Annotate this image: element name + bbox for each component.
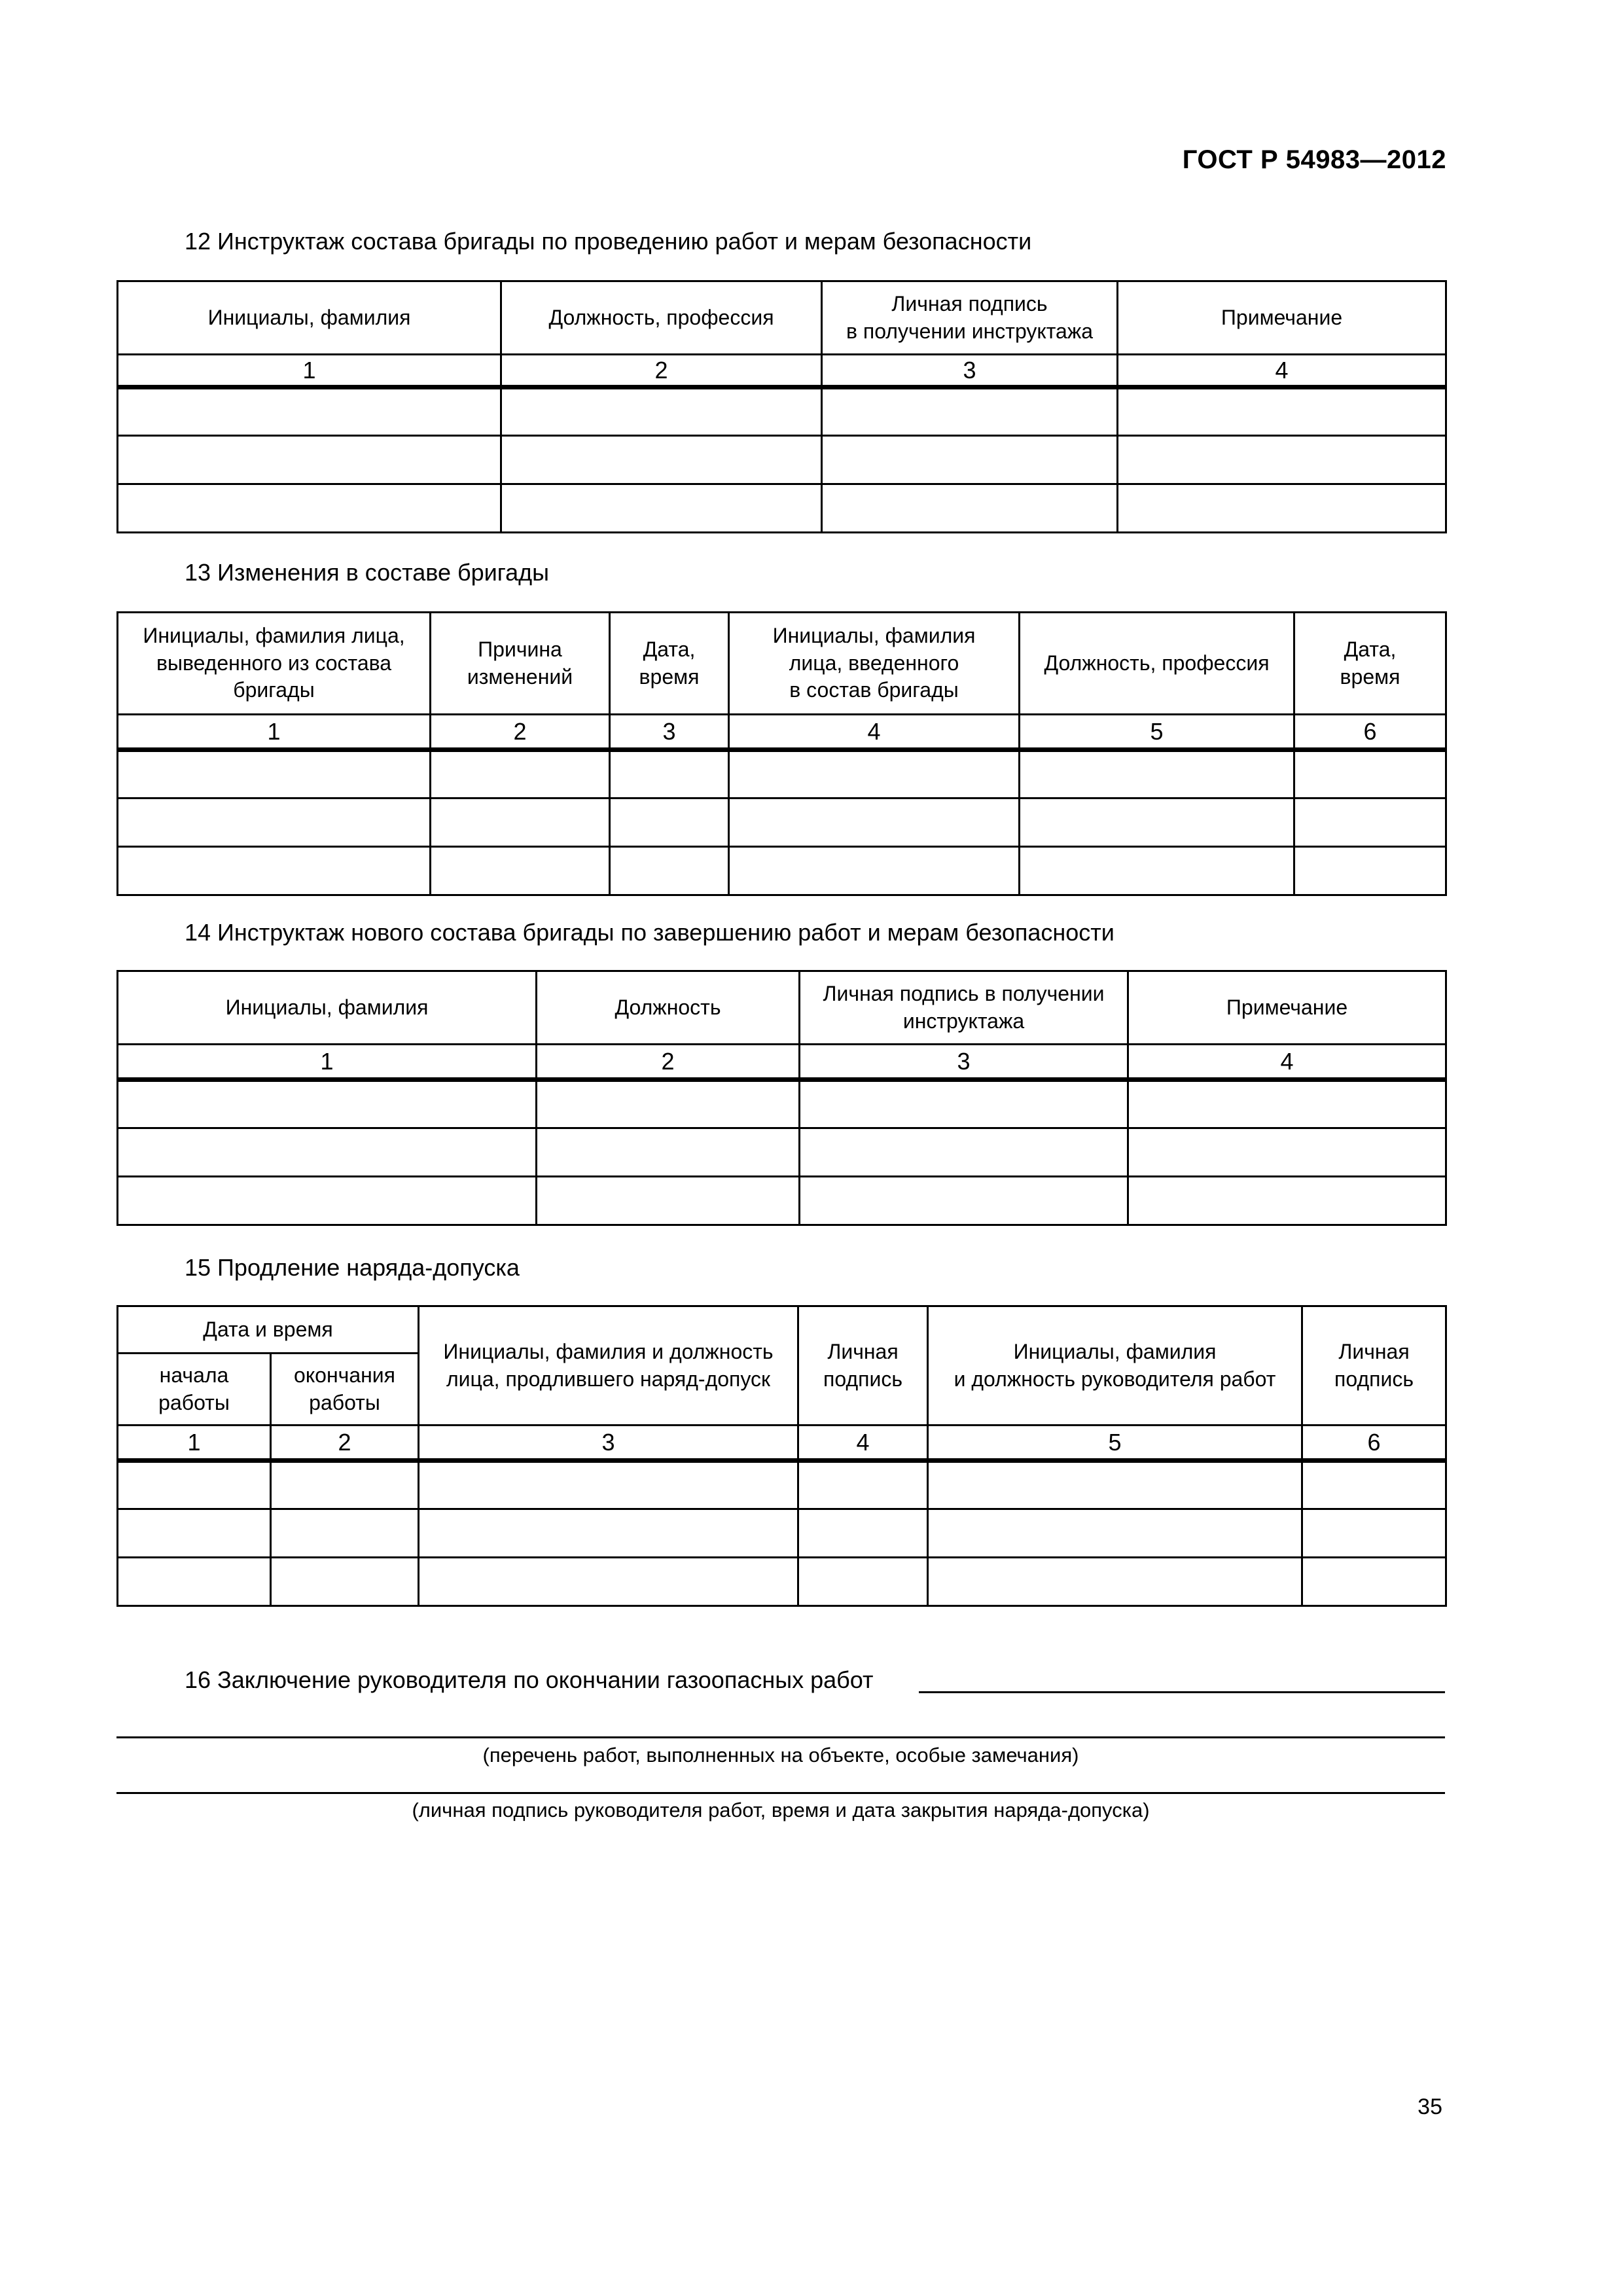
column-number: 4 bbox=[1118, 355, 1446, 387]
table-row bbox=[118, 1461, 1446, 1509]
section-14-title: 14 Инструктаж нового состава бригады по завершению работ и мерам безопасности bbox=[185, 919, 1115, 946]
table-cell[interactable] bbox=[118, 1128, 537, 1177]
column-number: 5 bbox=[928, 1426, 1302, 1461]
table-cell[interactable] bbox=[1302, 1558, 1446, 1606]
table-cell[interactable] bbox=[800, 1080, 1128, 1128]
column-number: 1 bbox=[118, 355, 501, 387]
column-header: Личная подпись в получении инструктажа bbox=[822, 281, 1118, 355]
conclusion-input-line[interactable] bbox=[919, 1691, 1445, 1693]
column-header: Дата, время bbox=[1294, 613, 1446, 715]
table-cell[interactable] bbox=[928, 1558, 1302, 1606]
table-cell[interactable] bbox=[610, 847, 729, 895]
table-row bbox=[118, 387, 1446, 436]
table-cell[interactable] bbox=[1302, 1509, 1446, 1558]
table-cell[interactable] bbox=[118, 798, 431, 847]
column-header: Примечание bbox=[1118, 281, 1446, 355]
table-cell[interactable] bbox=[1128, 1128, 1446, 1177]
column-number: 3 bbox=[419, 1426, 798, 1461]
table-cell[interactable] bbox=[419, 1558, 798, 1606]
table-cell[interactable] bbox=[118, 436, 501, 484]
column-number: 6 bbox=[1302, 1426, 1446, 1461]
column-header: Инициалы, фамилия лица, введенного в состав бригады bbox=[729, 613, 1020, 715]
table-row bbox=[118, 436, 1446, 484]
column-number: 6 bbox=[1294, 715, 1446, 750]
column-number-row bbox=[118, 355, 1446, 387]
table-cell[interactable] bbox=[431, 847, 610, 895]
column-header: Примечание bbox=[1128, 971, 1446, 1045]
table-cell[interactable] bbox=[1294, 847, 1446, 895]
table-cell[interactable] bbox=[537, 1177, 800, 1225]
table-header-row bbox=[118, 1306, 1446, 1354]
table-row bbox=[118, 1509, 1446, 1558]
table-cell[interactable] bbox=[822, 484, 1118, 533]
section-13-table bbox=[116, 611, 1447, 896]
column-header: Инициалы, фамилия и должность руководителя работ bbox=[928, 1306, 1302, 1426]
table-cell[interactable] bbox=[610, 750, 729, 798]
table-cell[interactable] bbox=[501, 484, 822, 533]
column-header: Должность, профессия bbox=[1020, 613, 1294, 715]
column-header: начала работы bbox=[118, 1354, 271, 1426]
table-cell[interactable] bbox=[118, 750, 431, 798]
table-cell[interactable] bbox=[729, 798, 1020, 847]
column-number: 3 bbox=[610, 715, 729, 750]
table-cell[interactable] bbox=[798, 1509, 928, 1558]
column-header: Личная подпись bbox=[1302, 1306, 1446, 1426]
table-cell[interactable] bbox=[1020, 798, 1294, 847]
table-cell[interactable] bbox=[271, 1509, 419, 1558]
table-cell[interactable] bbox=[537, 1080, 800, 1128]
table-cell[interactable] bbox=[800, 1128, 1128, 1177]
table-cell[interactable] bbox=[118, 1177, 537, 1225]
table-cell[interactable] bbox=[118, 484, 501, 533]
column-header: Дата, время bbox=[610, 613, 729, 715]
table-cell[interactable] bbox=[822, 387, 1118, 436]
table-cell[interactable] bbox=[118, 1461, 271, 1509]
table-cell[interactable] bbox=[419, 1461, 798, 1509]
column-header: окончания работы bbox=[271, 1354, 419, 1426]
section-12-table bbox=[116, 280, 1447, 533]
column-header: Инициалы, фамилия лица, выведенного из состава бригады bbox=[118, 613, 431, 715]
column-number: 3 bbox=[822, 355, 1118, 387]
table-cell[interactable] bbox=[800, 1177, 1128, 1225]
table-cell[interactable] bbox=[501, 436, 822, 484]
table-row bbox=[118, 1558, 1446, 1606]
column-number: 4 bbox=[798, 1426, 928, 1461]
column-header: Личная подпись bbox=[798, 1306, 928, 1426]
table-cell[interactable] bbox=[822, 436, 1118, 484]
table-row bbox=[118, 798, 1446, 847]
column-number: 1 bbox=[118, 1045, 537, 1080]
table-cell[interactable] bbox=[1302, 1461, 1446, 1509]
work-list-input-line[interactable] bbox=[116, 1736, 1445, 1738]
table-cell[interactable] bbox=[1118, 484, 1446, 533]
signature-caption: (личная подпись руководителя работ, время и дата закрытия наряда-допуска) bbox=[412, 1799, 1150, 1821]
column-header: Личная подпись в получении инструктажа bbox=[800, 971, 1128, 1045]
column-number-row bbox=[118, 1426, 1446, 1461]
table-cell[interactable] bbox=[610, 798, 729, 847]
column-number-row bbox=[118, 1045, 1446, 1080]
table-cell[interactable] bbox=[501, 387, 822, 436]
column-header: Инициалы, фамилия bbox=[118, 971, 537, 1045]
table-header-row bbox=[118, 281, 1446, 355]
table-header-row bbox=[118, 971, 1446, 1045]
table-cell[interactable] bbox=[1128, 1177, 1446, 1225]
column-number: 1 bbox=[118, 715, 431, 750]
table-cell[interactable] bbox=[419, 1509, 798, 1558]
table-row bbox=[118, 750, 1446, 798]
section-13-title: 13 Изменения в составе бригады bbox=[185, 559, 549, 586]
table-cell[interactable] bbox=[1294, 750, 1446, 798]
column-number-row bbox=[118, 715, 1446, 750]
column-number: 2 bbox=[501, 355, 822, 387]
table-row bbox=[118, 1177, 1446, 1225]
table-cell[interactable] bbox=[431, 798, 610, 847]
table-cell[interactable] bbox=[798, 1461, 928, 1509]
table-row bbox=[118, 1128, 1446, 1177]
column-header: Должность, профессия bbox=[501, 281, 822, 355]
table-cell[interactable] bbox=[537, 1128, 800, 1177]
table-header-row bbox=[118, 613, 1446, 715]
table-cell[interactable] bbox=[271, 1558, 419, 1606]
column-number: 2 bbox=[431, 715, 610, 750]
table-row bbox=[118, 1080, 1446, 1128]
document-code: ГОСТ Р 54983—2012 bbox=[1182, 145, 1446, 174]
section-14-table bbox=[116, 970, 1447, 1226]
table-cell[interactable] bbox=[729, 750, 1020, 798]
column-number: 2 bbox=[537, 1045, 800, 1080]
column-header: Должность bbox=[537, 971, 800, 1045]
column-header: Инициалы, фамилия и должность лица, продлившего наряд-допуск bbox=[419, 1306, 798, 1426]
table-cell[interactable] bbox=[798, 1558, 928, 1606]
work-list-caption: (перечень работ, выполненных на объекте, особые замечания) bbox=[482, 1744, 1079, 1767]
table-cell[interactable] bbox=[118, 1558, 271, 1606]
column-header: Причина изменений bbox=[431, 613, 610, 715]
table-cell[interactable] bbox=[118, 387, 501, 436]
table-cell[interactable] bbox=[118, 1080, 537, 1128]
table-cell[interactable] bbox=[928, 1509, 1302, 1558]
table-row bbox=[118, 484, 1446, 533]
table-cell[interactable] bbox=[1118, 436, 1446, 484]
column-number: 4 bbox=[1128, 1045, 1446, 1080]
table-cell[interactable] bbox=[118, 847, 431, 895]
table-cell[interactable] bbox=[431, 750, 610, 798]
column-number: 3 bbox=[800, 1045, 1128, 1080]
table-cell[interactable] bbox=[729, 847, 1020, 895]
section-15-table bbox=[116, 1305, 1447, 1607]
table-cell[interactable] bbox=[1020, 847, 1294, 895]
column-header: Инициалы, фамилия bbox=[118, 281, 501, 355]
table-cell[interactable] bbox=[1020, 750, 1294, 798]
table-row bbox=[118, 847, 1446, 895]
column-number: 5 bbox=[1020, 715, 1294, 750]
table-cell[interactable] bbox=[118, 1509, 271, 1558]
page-number: 35 bbox=[1418, 2094, 1442, 2119]
section-15-title: 15 Продление наряда-допуска bbox=[185, 1254, 520, 1281]
column-number: 2 bbox=[271, 1426, 419, 1461]
column-number: 4 bbox=[729, 715, 1020, 750]
signature-input-line[interactable] bbox=[116, 1792, 1445, 1794]
table-cell[interactable] bbox=[271, 1461, 419, 1509]
table-cell[interactable] bbox=[928, 1461, 1302, 1509]
section-12-title: 12 Инструктаж состава бригады по проведению работ и мерам безопасности bbox=[185, 228, 1032, 255]
column-group-header: Дата и время bbox=[118, 1306, 419, 1354]
table-cell[interactable] bbox=[1128, 1080, 1446, 1128]
section-16-title: 16 Заключение руководителя по окончании газоопасных работ bbox=[185, 1666, 874, 1693]
table-cell[interactable] bbox=[1118, 387, 1446, 436]
column-number: 1 bbox=[118, 1426, 271, 1461]
table-cell[interactable] bbox=[1294, 798, 1446, 847]
